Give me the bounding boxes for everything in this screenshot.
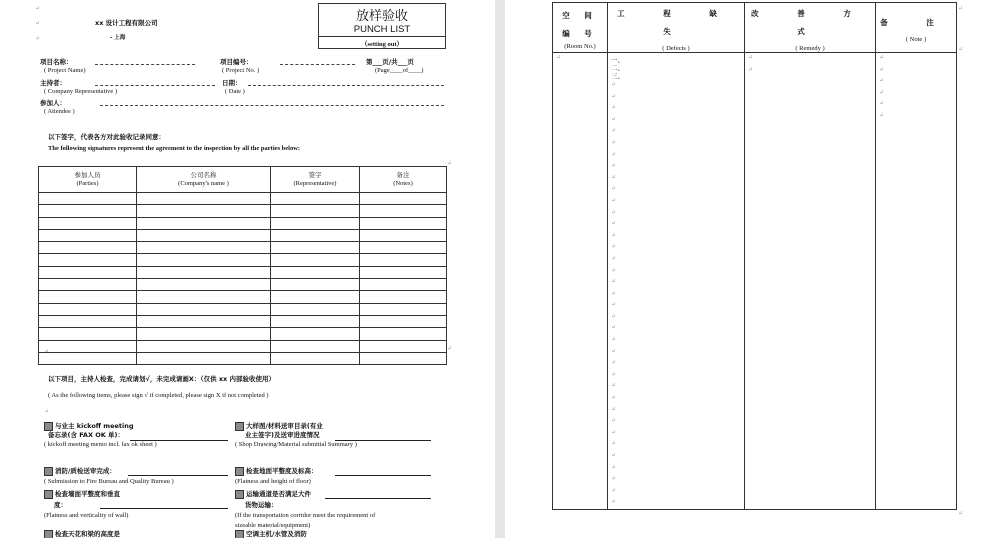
checkbox-fire-bureau[interactable] (44, 467, 53, 476)
table-row (39, 242, 447, 254)
signature-table-header (39, 167, 447, 193)
punch-list-table (552, 2, 957, 510)
paragraph-mark: ↵ (958, 47, 964, 53)
representative-label: 主持者： (40, 79, 66, 87)
note-cell[interactable]: ↵ ↵ ↵ ↵ ↵ ↵ (876, 53, 957, 510)
representative-field (95, 85, 215, 86)
table-row (39, 205, 447, 217)
punch-table-header (553, 3, 957, 53)
table-row (39, 328, 447, 340)
paragraph-mark: ↵ (958, 511, 964, 517)
project-no-en: ( Project No. ) (222, 67, 260, 74)
defect-number-3: 三、 (611, 72, 624, 80)
checkbox-kickoff[interactable] (44, 422, 53, 431)
header-company: 公司名称 (Company's name ) (137, 167, 271, 193)
table-row (39, 291, 447, 303)
checklist-item-floor: 检查地面平整度及标高： (Flatness and height of floor) (235, 467, 318, 485)
agreement-cn: 以下签字，代表各方对此验收记录同意： (48, 133, 165, 141)
table-row (39, 254, 447, 266)
defect-number-2: 二、 (611, 64, 624, 72)
instruction-en: ( As the following items, please sign √ if completed, please sign X if not completed ) (48, 392, 269, 399)
checkbox-aircon[interactable] (235, 530, 244, 538)
table-row (39, 217, 447, 229)
checklist-item-shop-drawing: 大样图/材料送审目录(有业 业主签字)及送审进度情况 ( Shop Drawing/Material submittal Summary ) (235, 422, 357, 449)
company-name: xx 设计工程有限公司 (95, 19, 158, 27)
project-no-label: 项目编号： (220, 58, 253, 66)
header-defects: 工 程 缺 失 ( Defects ) (608, 3, 745, 53)
project-name-en: ( Project Name) (44, 67, 86, 74)
title-box (318, 3, 446, 49)
project-no-field (280, 64, 355, 65)
checkbox-transport[interactable] (235, 490, 244, 499)
page-count-en: (Page____of____) (375, 67, 424, 74)
header-remedy: 改 善 方 式 ( Remedy ) (745, 3, 876, 53)
paragraph-mark: ↵ (35, 36, 41, 42)
document-page-left (0, 0, 495, 538)
attendee-label: 参加人： (40, 99, 66, 107)
instruction-cn: 以下项目，主持人检查，完成请划√，未完成请画X：（仅供 xx 内部验收使用） (48, 375, 276, 383)
defects-cell[interactable]: 一、 二、 三、 ↵ ↵ ↵ ↵ ↵ ↵ ↵ ↵ ↵ ↵ ↵ ↵ ↵ ↵ ↵ ↵ ↵ ↵ ↵ ↵ ↵ ↵ ↵ ↵ ↵ ↵ ↵ ↵ ↵ ↵ ↵ ↵ ↵ ↵ ↵ ↵ ↵ (608, 53, 745, 510)
checkbox-shop-drawing[interactable] (235, 422, 244, 431)
date-en: ( Date ) (225, 88, 245, 95)
attendee-en: ( Attendee ) (44, 108, 75, 115)
table-row (39, 193, 447, 205)
company-city: - 上海 (110, 35, 126, 41)
page-count-label: 第___页/共___页 (366, 58, 414, 66)
title-cn: 放样验收 (355, 9, 408, 24)
header-parties: 参加人员 (Parties) (39, 167, 137, 193)
attendee-field (100, 105, 444, 106)
signature-table (38, 166, 447, 365)
paragraph-mark: ↵ (35, 6, 41, 12)
table-row (39, 266, 447, 278)
title-en: PUNCH LIST (353, 24, 411, 35)
project-name-label: 项目名称： (40, 58, 73, 66)
paragraph-mark: ↵ (35, 21, 41, 27)
table-row (39, 279, 447, 291)
checkbox-ceiling[interactable] (44, 530, 53, 538)
representative-en: ( Company Representative ) (44, 88, 118, 95)
checklist-item-transport: 运输通道是否满足大件 货物运输： (If the transportation corridor meet the requirement of sizeable material/equipment) (235, 490, 376, 529)
page-gutter (495, 0, 505, 538)
checklist-item-aircon: 空调主机/水管及消防 (235, 529, 307, 538)
date-field (248, 85, 444, 86)
checklist-item-kickoff: 与业主 kickoff meeting 备忘录(含 FAX OK 单)： ( kickoff meeting memo incl. fax ok sheet ) (44, 422, 157, 449)
checklist-item-wall: 检查墙面平整度和垂直 度： (Flatness and verticality of wall) (44, 490, 129, 519)
header-notes: 备注 (Notes) (360, 167, 447, 193)
checklist-item-fire-bureau: 消防/质检送审完成： ( Submission to Fire Bureau and Quality Bureau ) (44, 467, 174, 485)
table-row (553, 53, 957, 510)
table-row (39, 315, 447, 327)
agreement-en: The following signatures represent the agreement to the inspection by all the parties below: (48, 145, 301, 152)
paragraph-mark: ↵ (958, 6, 964, 12)
header-note: 备 注 ( Note ) (876, 3, 957, 53)
room-no-cell[interactable]: ↵ (553, 53, 608, 510)
checkbox-wall[interactable] (44, 490, 53, 499)
checklist-item-ceiling: 检查天花和梁的高度是 (44, 529, 120, 538)
paragraph-mark: ↵ (44, 409, 50, 415)
remedy-cell[interactable]: ↵ ↵ (745, 53, 876, 510)
table-row (39, 352, 447, 364)
header-room-no: 空 间 编 号 (Room No.) (553, 3, 608, 53)
table-row (39, 229, 447, 241)
paragraph-mark: ↵ (447, 346, 453, 352)
date-label: 日期： (222, 79, 242, 87)
project-name-field (95, 64, 195, 65)
checkbox-floor[interactable] (235, 467, 244, 476)
paragraph-mark: ↵ (447, 161, 453, 167)
table-row (39, 340, 447, 352)
defect-number-1: 一、 (611, 56, 624, 64)
document-page-right (505, 0, 1000, 538)
paragraph-mark: ↵ (44, 349, 50, 355)
header-representative: 签字 (Representative) (271, 167, 360, 193)
title-sub: （setting out） (360, 41, 404, 48)
table-row (39, 303, 447, 315)
